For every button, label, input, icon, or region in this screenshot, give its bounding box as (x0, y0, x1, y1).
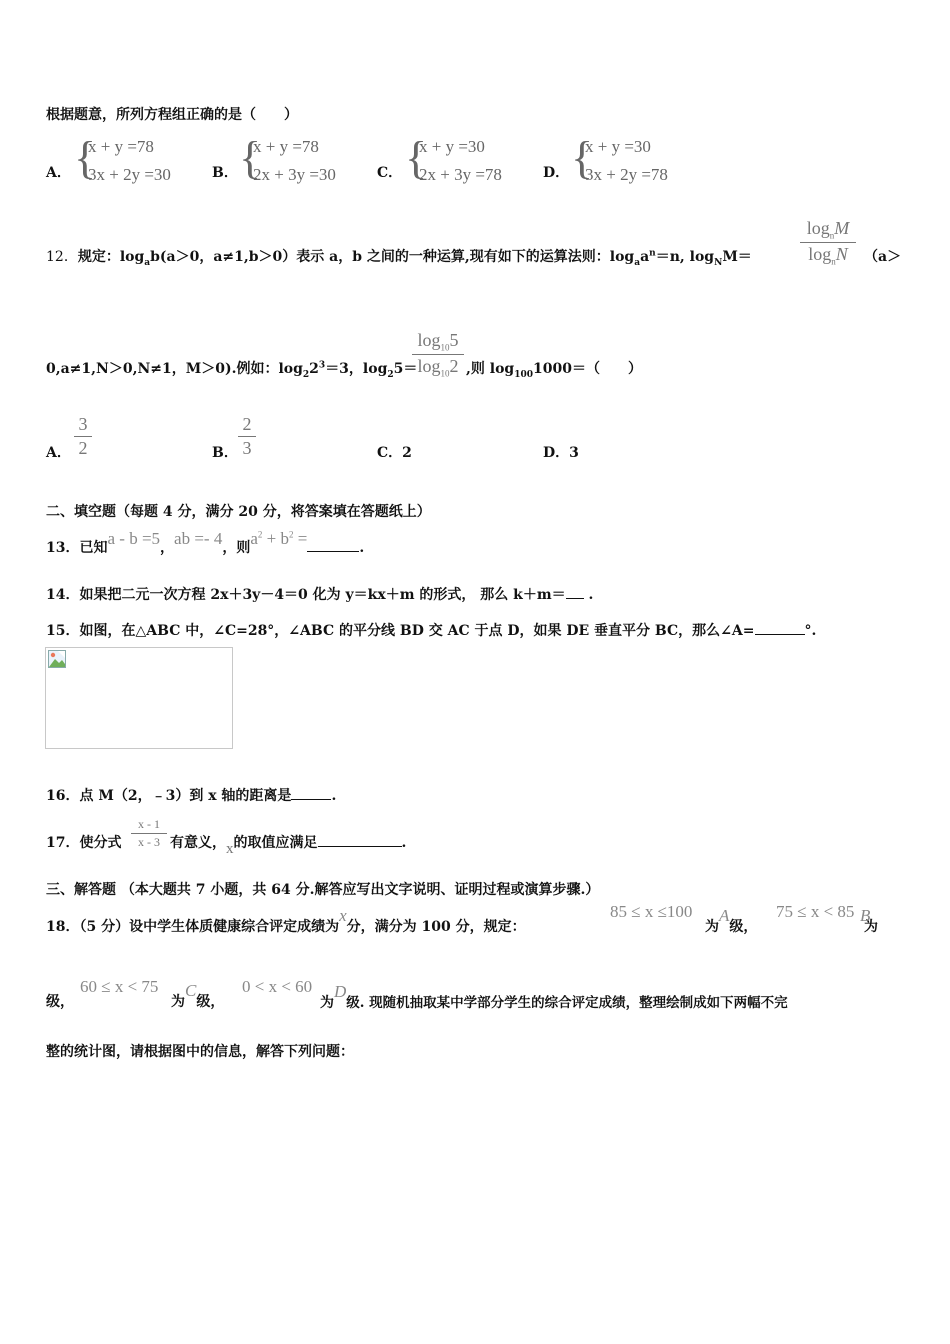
q17-pre: 17．使分式 (46, 835, 122, 851)
section2-heading: 二、填空题（每题 4 分，满分 20 分，将答案填在答题纸上） (46, 504, 431, 520)
q11-option-c-label: C． (377, 165, 403, 181)
q15: 15．如图，在△ABC 中，∠C=28°，∠ABC 的平分线 BD 交 AC 于点 D，如果 DE 垂直平分 BC，那么∠A= °. (46, 623, 817, 639)
q17-answer-blank[interactable] (318, 846, 402, 847)
q18-grade-c: 为C级， (171, 981, 225, 1010)
q18-line2-start: 级， (46, 994, 74, 1010)
q18-line3: 整的统计图，请根据图中的信息，解答下列问题： (46, 1044, 354, 1060)
q13-answer-blank[interactable] (307, 551, 359, 552)
q13: 13．已知a - b =5，ab =- 4，则$a^2 + b^2$ = . (46, 529, 365, 556)
q16: 16．点 M（2，﹣3）到 x 轴的距离是 . (46, 788, 337, 804)
q11-option-d-label: D． (543, 165, 570, 181)
q14-answer-blank[interactable] (566, 598, 584, 599)
section3-heading: 三、解答题 （本大题共 7 小题，共 64 分.解答应写出文字说明、证明过程或演算步骤.） (46, 882, 600, 898)
q12-option-b-label: B． (212, 445, 238, 461)
q18-range-b: 75 ≤ x < 85 (776, 902, 855, 921)
q18-range-d: 0 < x < 60 (242, 977, 313, 996)
q12-option-c: C．2 (377, 445, 412, 461)
q11-option-d-system: x + y =30 3x + 2y =78 (585, 137, 668, 184)
q18-grade-d: 为D级. 现随机抽取某中学部分学生的综合评定成绩，整理绘制成如下两幅不完 (320, 982, 788, 1011)
q18-range-a: 85 ≤ x ≤100 (610, 902, 693, 921)
q11-stem: 根据题意，所列方程组正确的是（ ） (46, 107, 298, 123)
q11-option-a-label: A． (46, 165, 71, 181)
q16-answer-blank[interactable] (291, 799, 331, 800)
q11-option-d-brace: { (571, 132, 594, 183)
q12-rule-fraction: $\log_nM$ $\log_nN$ (800, 218, 856, 266)
q18-range-c: 60 ≤ x < 75 (80, 977, 159, 996)
q12-line2-tail: ,则 $\log_{100}1000=$（ ） (466, 361, 642, 380)
q12-line1: 12．规定：$\log_ab(a>0$，a≠1,b＞0）表示 a，b 之间的一种运算,现有如下的运算法则：$\log_aa^n=n$, $\log_NM=$ (46, 248, 752, 268)
q18-grade-b: 为B (860, 906, 878, 935)
q15-figure (45, 647, 233, 749)
q17-rest: 有意义，x的取值应满足 . (170, 835, 407, 857)
q17-fraction: x - 1 x - 3 (131, 817, 167, 850)
q11-option-c-brace: { (405, 132, 428, 183)
q11-option-a-system: x + y =78 3x + 2y =30 (88, 137, 171, 184)
broken-image-icon (48, 650, 66, 668)
q12-option-a-label: A． (46, 445, 71, 461)
q11-option-b-brace: { (239, 132, 262, 183)
q14: 14．如果把二元一次方程 2x＋3y－4＝0 化为 y＝kx＋m 的形式， 那么 k＋m＝ . (46, 587, 594, 603)
q12-line1-tail: （a＞ (864, 249, 902, 265)
q12-example-fraction: $\log_{10}5$ $\log_{10}2$ (412, 330, 464, 378)
q18-grade-a: 为A级， (705, 906, 758, 935)
q12-option-d: D．3 (543, 445, 579, 461)
q11-option-b-system: x + y =78 2x + 3y =30 (253, 137, 336, 184)
q12-line2: 0,a≠1,N＞0,N≠1，M＞0).例如：$\log_22^3=3$，$\log_25=$ (46, 360, 418, 380)
q12-option-a-fraction: 3 2 (74, 414, 92, 459)
q11-option-c-system: x + y =30 2x + 3y =78 (419, 137, 502, 184)
q15-answer-blank[interactable] (755, 634, 805, 635)
q18-line1: 18．（5 分）设中学生体质健康综合评定成绩为x分，满分为 100 分，规定： (46, 906, 526, 935)
q12-option-b-fraction: 2 3 (238, 414, 256, 459)
q11-option-b-label: B． (212, 165, 238, 181)
q11-option-a-brace: { (74, 132, 97, 183)
